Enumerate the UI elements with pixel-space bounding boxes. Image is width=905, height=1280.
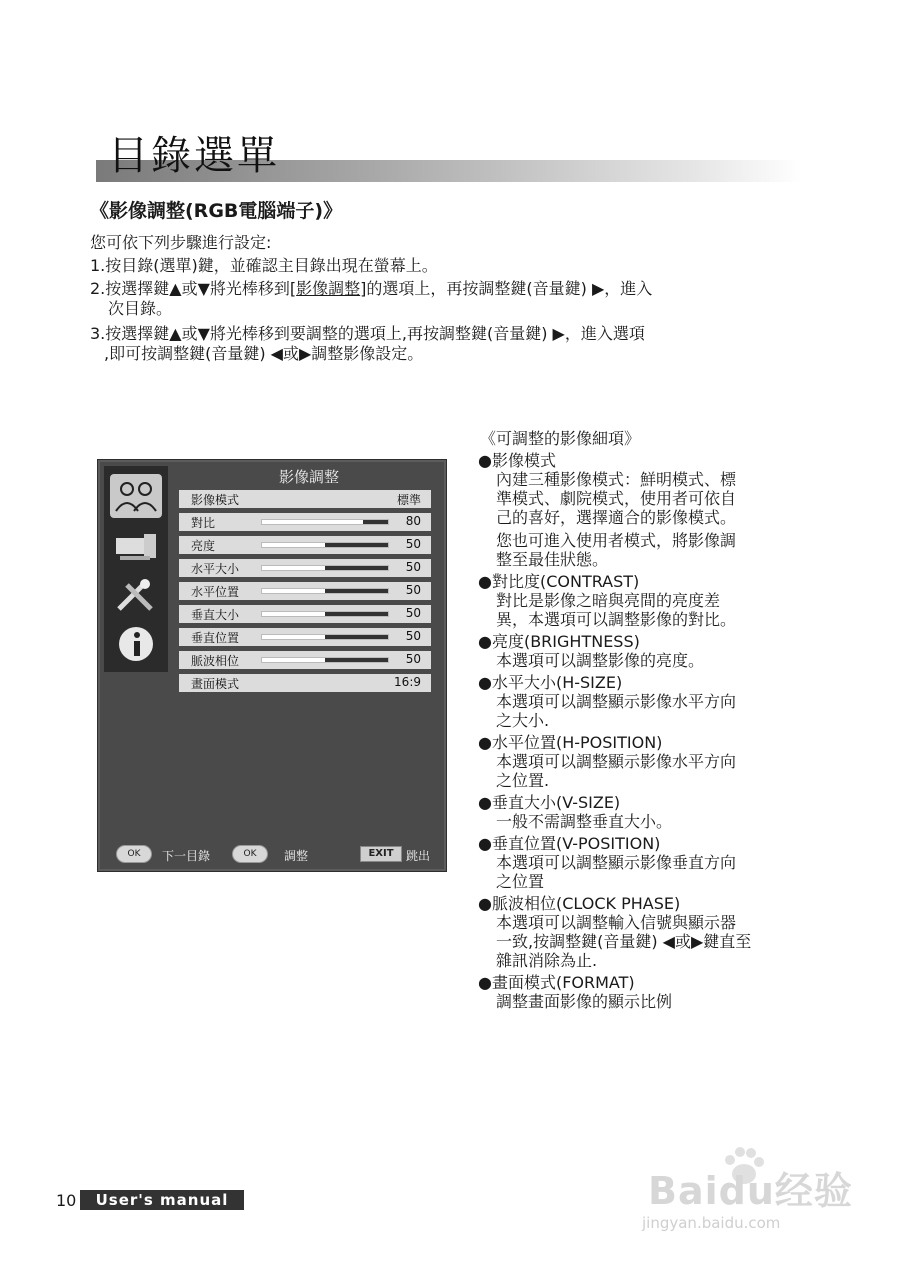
osd-slider-fill <box>325 635 388 639</box>
osd-row-value: 16:9 <box>394 675 421 689</box>
detail-items <box>478 452 818 1010</box>
osd-row-value: 標準 <box>396 493 421 507</box>
detail-item-desc: 整至最佳狀態。 <box>496 550 609 569</box>
osd-row[interactable] <box>179 628 431 646</box>
intro-line: 您可依下列步驟進行設定: <box>90 233 272 252</box>
osd-slider[interactable] <box>261 588 389 594</box>
step-2-continued: 次目錄。 <box>108 299 173 318</box>
osd-row-label: 對比 <box>191 516 216 530</box>
osd-menu <box>97 459 447 872</box>
detail-item-desc: 準模式、劇院模式，使用者可依自 <box>496 489 737 508</box>
detail-item-desc: 調整畫面影像的顯示比例 <box>496 992 673 1011</box>
detail-item-desc: 己的喜好，選擇適合的影像模式。 <box>496 508 737 527</box>
watermark-brand: Baidu经验 <box>648 1169 853 1213</box>
detail-item-title: ●畫面模式(FORMAT) <box>478 973 635 992</box>
osd-row[interactable] <box>179 674 431 692</box>
detail-item-title: ●影像模式 <box>478 451 556 470</box>
detail-item-desc: 本選項可以調整影像的亮度。 <box>496 651 705 670</box>
osd-row[interactable] <box>179 559 431 577</box>
page-number: 10 <box>56 1191 77 1210</box>
step-2-part-a: 2.按選擇鍵▲或▼將光棒移到[ <box>90 279 297 298</box>
adjust-pad-icon: OK <box>232 845 268 863</box>
osd-slider-fill <box>325 658 388 662</box>
osd-slider[interactable] <box>261 519 389 525</box>
osd-slider-fill <box>325 589 388 593</box>
osd-row-value: 50 <box>405 629 421 643</box>
osd-row-value: 80 <box>405 514 421 528</box>
osd-slider[interactable] <box>261 611 389 617</box>
osd-title: 影像調整 <box>278 468 339 486</box>
section-heading: 《影像調整(RGB電腦端子)》 <box>90 200 343 222</box>
people-icon[interactable] <box>110 474 162 518</box>
watermark-url: jingyan.baidu.com <box>642 1214 781 1232</box>
step-3-continued: ,即可按調整鍵(音量鍵) ◀或▶調整影像設定。 <box>104 344 424 363</box>
osd-slider[interactable] <box>261 634 389 640</box>
detail-item-desc: 本選項可以調整顯示影像水平方向 <box>496 752 737 771</box>
detail-item-desc: 雜訊消除為止. <box>496 951 598 970</box>
detail-item-desc: 之位置. <box>496 771 550 790</box>
detail-item-desc: 對比是影像之暗與亮間的亮度差 <box>496 591 721 610</box>
detail-item-desc: 本選項可以調整顯示影像水平方向 <box>496 692 737 711</box>
osd-row-label: 影像模式 <box>191 493 240 507</box>
osd-slider-fill <box>325 612 388 616</box>
adjust-label: 調整 <box>284 849 309 863</box>
osd-row[interactable] <box>179 513 431 531</box>
osd-row-value: 50 <box>405 583 421 597</box>
tools-icon[interactable] <box>110 574 162 618</box>
osd-slider-fill <box>325 543 388 547</box>
osd-row-value: 50 <box>405 652 421 666</box>
step-2-part-b: ]的選項上，再按調整鍵(音量鍵) ▶，進入 <box>360 279 653 298</box>
step-3: 3.按選擇鍵▲或▼將光棒移到要調整的選項上,再按調整鍵(音量鍵) ▶，進入選項 <box>90 324 645 343</box>
osd-slider[interactable] <box>261 657 389 663</box>
osd-row[interactable] <box>179 536 431 554</box>
detail-heading: 《可調整的影像細項》 <box>480 429 641 448</box>
osd-row-label: 水平大小 <box>191 562 240 576</box>
step-2-menu-name: 影像調整 <box>296 279 361 298</box>
detail-item-desc: 本選項可以調整顯示影像垂直方向 <box>496 853 737 872</box>
osd-slider-fill <box>363 520 388 524</box>
osd-row-label: 垂直位置 <box>191 631 240 645</box>
osd-row[interactable] <box>179 651 431 669</box>
detail-item-desc: 一致,按調整鍵(音量鍵) ◀或▶鍵直至 <box>496 932 752 951</box>
osd-row[interactable] <box>179 490 431 508</box>
step-2 <box>90 278 810 300</box>
detail-item-desc: 異，本選項可以調整影像的對比。 <box>496 610 737 629</box>
manual-label: User's manual <box>80 1190 244 1210</box>
detail-item-desc: 內建三種影像模式：鮮明模式、標 <box>496 470 737 489</box>
detail-list <box>478 430 818 1010</box>
osd-row-label: 垂直大小 <box>191 608 240 622</box>
detail-item-desc: 之位置 <box>496 872 545 891</box>
detail-item-title: ●水平位置(H-POSITION) <box>478 733 663 752</box>
step-1: 1.按目錄(選單)鍵，並確認主目錄出現在螢幕上。 <box>90 256 438 275</box>
osd-sidebar <box>104 466 168 672</box>
detail-item-desc: 之大小. <box>496 711 550 730</box>
info-icon[interactable] <box>110 622 162 666</box>
osd-row-label: 水平位置 <box>191 585 240 599</box>
osd-footer <box>104 844 440 866</box>
osd-slider[interactable] <box>261 542 389 548</box>
osd-slider[interactable] <box>261 565 389 571</box>
detail-item-desc: 一般不需調整垂直大小。 <box>496 812 673 831</box>
projector-icon[interactable] <box>110 524 162 568</box>
osd-row-label: 脈波相位 <box>191 654 240 668</box>
detail-item-title: ●垂直大小(V-SIZE) <box>478 793 621 812</box>
osd-row-label: 畫面模式 <box>191 677 240 691</box>
detail-item-title: ●垂直位置(V-POSITION) <box>478 834 661 853</box>
detail-item-title: ●亮度(BRIGHTNESS) <box>478 632 640 651</box>
osd-row-label: 亮度 <box>191 539 216 553</box>
osd-row[interactable] <box>179 582 431 600</box>
next-menu-label: 下一目錄 <box>162 849 211 863</box>
nav-pad-icon: OK <box>116 845 152 863</box>
osd-slider-fill <box>325 566 388 570</box>
osd-row-value: 50 <box>405 606 421 620</box>
detail-item-desc: 您也可進入使用者模式，將影像調 <box>496 531 737 550</box>
osd-row[interactable] <box>179 605 431 623</box>
detail-item-title: ●脈波相位(CLOCK PHASE) <box>478 894 681 913</box>
exit-button[interactable]: EXIT <box>360 846 402 862</box>
detail-item-title: ●水平大小(H-SIZE) <box>478 673 623 692</box>
osd-row-value: 50 <box>405 560 421 574</box>
osd-row-value: 50 <box>405 537 421 551</box>
detail-item-desc: 本選項可以調整輸入信號與顯示器 <box>496 913 737 932</box>
detail-item-title: ●對比度(CONTRAST) <box>478 572 640 591</box>
exit-label: 跳出 <box>406 849 431 863</box>
page-title: 目錄選單 <box>108 133 280 179</box>
